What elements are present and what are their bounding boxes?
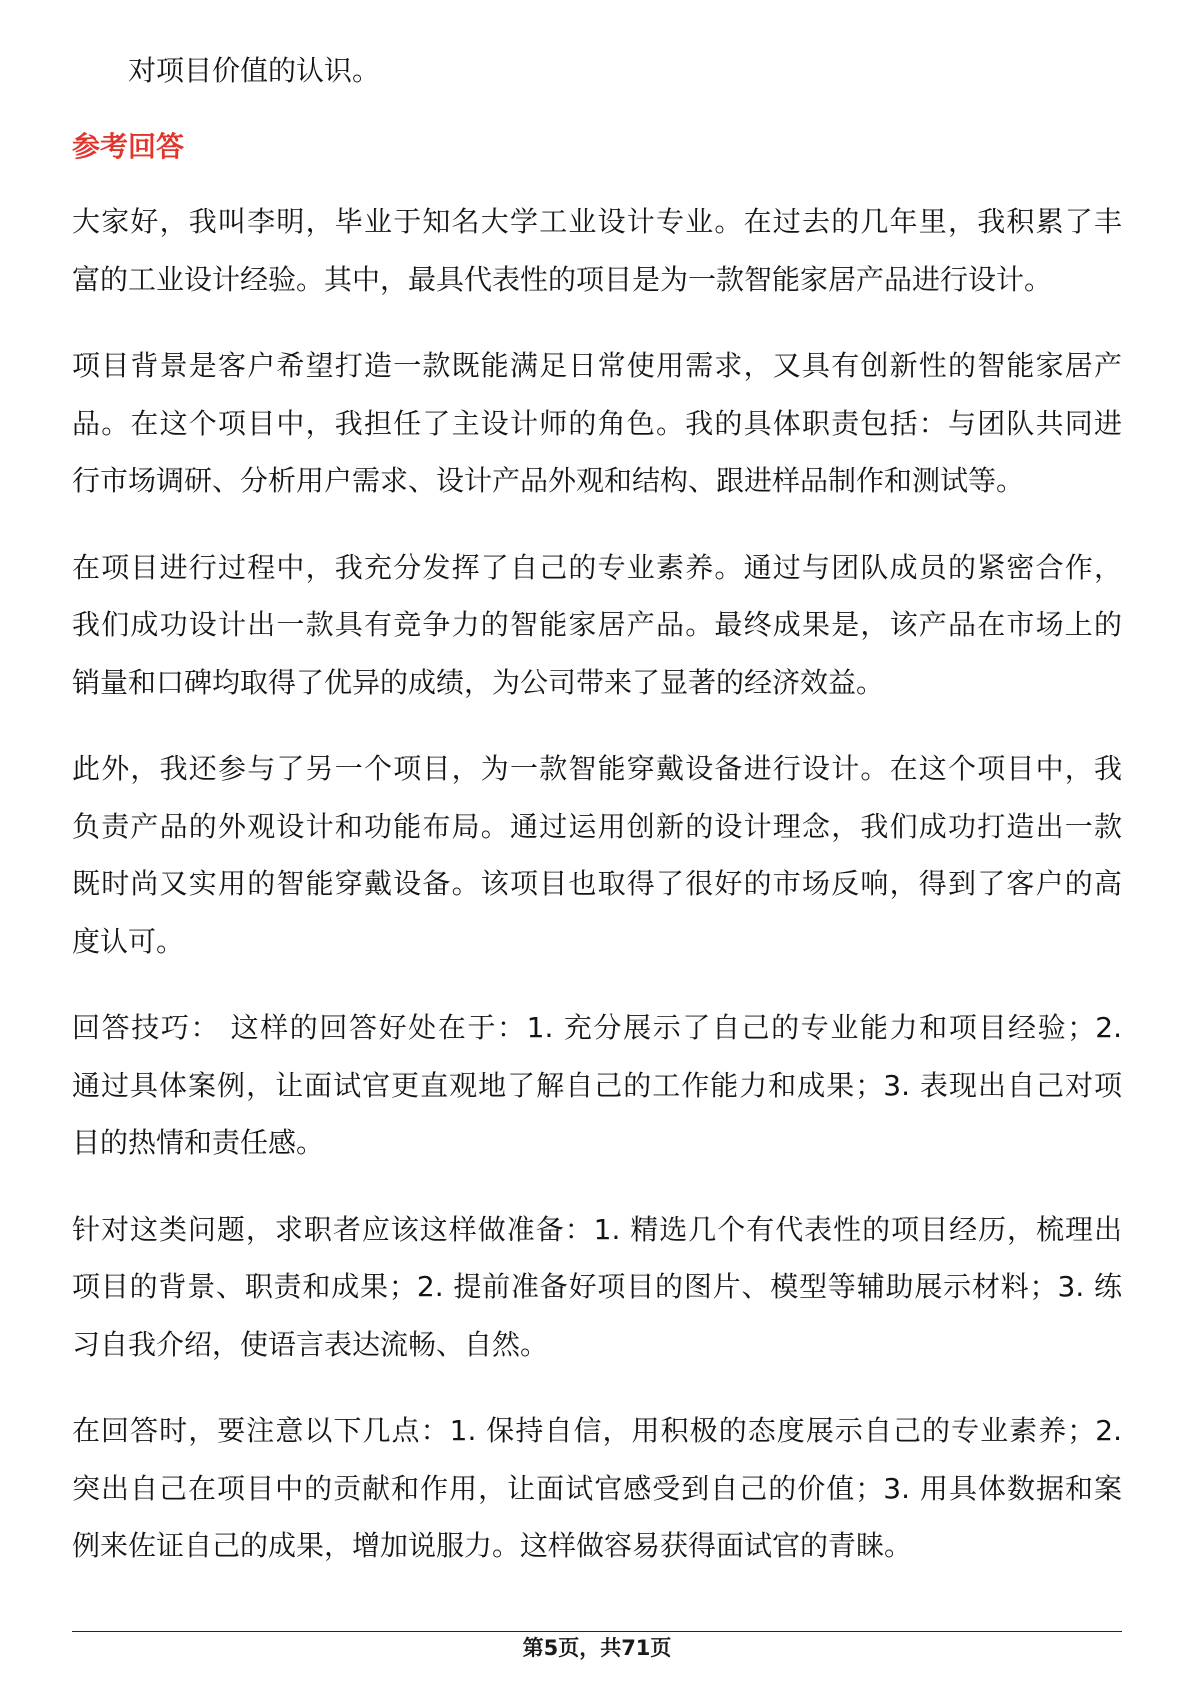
paragraph-line: 突出自己在项目中的贡献和作用，让面试官感受到自己的价值；3. 用具体数据和案 [72,1471,1122,1505]
paragraph-line: 例来佐证自己的成果，增加说服力。这样做容易获得面试官的青睐。 [72,1529,913,1562]
paragraph-1 [72,193,1122,308]
page-content [72,42,1122,1604]
paragraph-line: 项目背景是客户希望打造一款既能满足日常使用需求，又具有创新性的智能家居产 [72,349,1122,382]
paragraph-line: 在回答时，要注意以下几点：1. 保持自信，用积极的态度展示自己的专业素养；2. [72,1414,1122,1447]
paragraph-line: 在项目进行过程中，我充分发挥了自己的专业素养。通过与团队成员的紧密合作， [72,550,1122,584]
paragraph-line: 项目的背景、职责和成果；2. 提前准备好项目的图片、模型等辅助展示材料；3. 练 [72,1270,1122,1303]
paragraph-line: 销量和口碑均取得了优异的成绩，为公司带来了显著的经济效益。 [72,665,885,699]
paragraph-line: 针对这类问题，求职者应该这样做准备：1. 精选几个有代表性的项目经历，梳理出 [72,1212,1122,1246]
paragraph-line: 习自我介绍，使语言表达流畅、自然。 [72,1327,549,1361]
paragraph-line: 通过具体案例，让面试官更直观地了解自己的工作能力和成果；3. 表现出自己对项 [72,1068,1122,1102]
section-heading: 参考回答 [72,129,185,163]
paragraph-7 [72,1402,1122,1575]
paragraph-line: 大家好，我叫李明，毕业于知名大学工业设计专业。在过去的几年里，我积累了丰 [72,205,1122,238]
paragraph-line: 既时尚又实用的智能穿戴设备。该项目也取得了很好的市场反响，得到了客户的高 [72,867,1122,900]
page-number: 第5页，共71页 [522,1636,672,1660]
paragraph-line: 度认可。 [72,924,185,958]
paragraph-6 [72,1201,1122,1374]
paragraph-line: 我们成功设计出一款具有竞争力的智能家居产品。最终成果是，该产品在市场上的 [72,608,1122,641]
footer-divider [72,1631,1122,1632]
paragraph-line: 行市场调研、分析用户需求、设计产品外观和结构、跟进样品制作和测试等。 [72,464,1025,497]
paragraph-4 [72,740,1122,970]
paragraph-line: 品。在这个项目中，我担任了主设计师的角色。我的具体职责包括：与团队共同进 [72,406,1122,440]
paragraph-line: 负责产品的外观设计和功能布局。通过运用创新的设计理念，我们成功打造出一款 [72,809,1122,843]
paragraph-line: 富的工业设计经验。其中，最具代表性的项目是为一款智能家居产品进行设计。 [72,262,1053,296]
paragraph-line: 此外，我还参与了另一个项目，为一款智能穿戴设备进行设计。在这个项目中，我 [72,752,1122,785]
paragraph-line: 目的热情和责任感。 [72,1126,325,1159]
paragraph-2 [72,337,1122,510]
paragraph-line: 回答技巧： 这样的回答好处在于：1. 充分展示了自己的专业能力和项目经验；2. [72,1011,1122,1044]
paragraph-3 [72,539,1122,712]
intro-line: 对项目价值的认识。 [128,54,381,87]
paragraph-5 [72,999,1122,1172]
